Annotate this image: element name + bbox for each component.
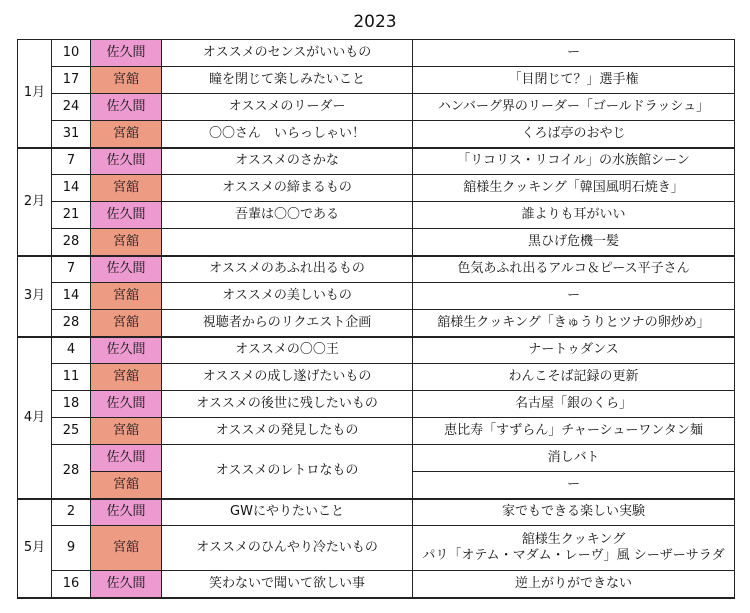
table-row bbox=[18, 391, 735, 418]
theme-cell: オススメのレトロなもの bbox=[162, 445, 413, 499]
host-cell: 佐久間 bbox=[91, 445, 162, 472]
day-cell: 7 bbox=[52, 148, 91, 175]
host-cell: 佐久間 bbox=[91, 391, 162, 418]
content-cell bbox=[413, 364, 735, 391]
table-row bbox=[18, 202, 735, 229]
content-line: 恵比寿「すずらん」チャーシューワンタン麺 bbox=[444, 423, 703, 438]
table-row bbox=[18, 418, 735, 445]
content-line: ナートゥダンス bbox=[528, 342, 619, 358]
table-row bbox=[18, 283, 735, 310]
content-line: 色気あふれ出るアルコ＆ピース平子さん bbox=[457, 261, 690, 277]
host-cell: 佐久間 bbox=[91, 40, 162, 67]
day-cell: 31 bbox=[52, 121, 91, 148]
host-cell: 佐久間 bbox=[91, 148, 162, 175]
day-cell: 17 bbox=[52, 67, 91, 94]
day-cell: 9 bbox=[52, 526, 91, 571]
content-cell bbox=[413, 310, 735, 337]
content-cell bbox=[413, 256, 735, 283]
theme-cell: 〇〇さん いらっしゃい！ bbox=[162, 121, 413, 148]
host-cell: 宮舘 bbox=[91, 229, 162, 256]
day-cell: 21 bbox=[52, 202, 91, 229]
content-cell bbox=[413, 526, 735, 571]
day-cell: 28 bbox=[52, 310, 91, 337]
content-cell bbox=[413, 40, 735, 67]
theme-cell: オススメの成し遂げたいもの bbox=[162, 364, 413, 391]
content-cell bbox=[413, 391, 735, 418]
content-cell bbox=[413, 148, 735, 175]
theme-cell: オススメの〇〇王 bbox=[162, 337, 413, 364]
schedule-body bbox=[18, 40, 735, 598]
host-cell: 宮舘 bbox=[91, 526, 162, 571]
theme-cell: オススメの締まるもの bbox=[162, 175, 413, 202]
table-row bbox=[18, 571, 735, 598]
theme-cell: 笑わないで聞いて欲しい事 bbox=[162, 571, 413, 598]
day-cell: 16 bbox=[52, 571, 91, 598]
theme-cell: オススメの後世に残したいもの bbox=[162, 391, 413, 418]
table-row bbox=[18, 175, 735, 202]
content-cell bbox=[413, 175, 735, 202]
host-cell: 佐久間 bbox=[91, 571, 162, 598]
theme-cell: 瞳を閉じて楽しみたいこと bbox=[162, 67, 413, 94]
content-line: 舘様生クッキング「きゅうりとツナの卵炒め」 bbox=[437, 314, 710, 330]
day-cell: 10 bbox=[52, 40, 91, 67]
table-row bbox=[18, 67, 735, 94]
theme-cell: オススメのひんやり冷たいもの bbox=[162, 526, 413, 571]
host-cell: 宮舘 bbox=[91, 472, 162, 499]
content-line: 舘様生クッキング「韓国風明石焼き」 bbox=[463, 180, 684, 195]
day-cell: 18 bbox=[52, 391, 91, 418]
theme-cell: GWにやりたいこと bbox=[162, 499, 413, 526]
content-line: 消しバト bbox=[547, 450, 600, 465]
table-row bbox=[18, 445, 735, 472]
day-cell: 11 bbox=[52, 364, 91, 391]
theme-cell: 視聴者からのリクエスト企画 bbox=[162, 310, 413, 337]
content-line: 黒ひげ危機一髪 bbox=[527, 233, 619, 249]
content-line: 名古屋「銀のくら」 bbox=[514, 396, 632, 411]
content-line: 「目閉じて？」選手権 bbox=[508, 72, 639, 87]
content-line: くろば亭のおやじ bbox=[521, 125, 626, 141]
host-cell: 佐久間 bbox=[91, 337, 162, 364]
content-cell bbox=[413, 94, 735, 121]
host-cell: 宮舘 bbox=[91, 67, 162, 94]
theme-cell: オススメのさかな bbox=[162, 148, 413, 175]
host-cell: 佐久間 bbox=[91, 202, 162, 229]
host-cell: 宮舘 bbox=[91, 283, 162, 310]
month-cell: 1月 bbox=[18, 40, 52, 148]
content-line: ー bbox=[566, 288, 580, 303]
host-cell: 宮舘 bbox=[91, 175, 162, 202]
content-line: 舘様生クッキング bbox=[521, 532, 626, 547]
month-cell: 2月 bbox=[18, 148, 52, 256]
month-cell: 3月 bbox=[18, 256, 52, 337]
theme-cell: オススメのリーダー bbox=[162, 94, 413, 121]
content-cell bbox=[413, 499, 735, 526]
table-row bbox=[18, 94, 735, 121]
theme-cell bbox=[162, 229, 413, 256]
day-cell: 28 bbox=[52, 445, 91, 499]
content-cell bbox=[413, 445, 735, 472]
content-line: 家でもできる楽しい実験 bbox=[501, 504, 645, 520]
table-row bbox=[18, 121, 735, 148]
table-row bbox=[18, 526, 735, 571]
month-cell: 5月 bbox=[18, 499, 52, 598]
content-line: ー bbox=[566, 45, 580, 60]
day-cell: 7 bbox=[52, 256, 91, 283]
table-row bbox=[18, 337, 735, 364]
schedule-table bbox=[17, 39, 735, 599]
content-line: パリ「オテム・マダム・レーヴ」風 シーザーサラダ bbox=[422, 548, 725, 563]
table-row bbox=[18, 364, 735, 391]
theme-cell: オススメの発見したもの bbox=[162, 418, 413, 445]
day-cell: 14 bbox=[52, 175, 91, 202]
theme-cell: オススメの美しいもの bbox=[162, 283, 413, 310]
content-line: 逆上がりができない bbox=[514, 575, 632, 591]
content-line: ハンバーグ界のリーダー「ゴールドラッシュ」 bbox=[437, 99, 710, 114]
content-cell bbox=[413, 121, 735, 148]
content-line: わんこそば記録の更新 bbox=[508, 369, 639, 384]
month-cell: 4月 bbox=[18, 337, 52, 499]
theme-cell: オススメのあふれ出るもの bbox=[162, 256, 413, 283]
content-cell bbox=[413, 67, 735, 94]
host-cell: 佐久間 bbox=[91, 256, 162, 283]
table-row bbox=[18, 148, 735, 175]
host-cell: 宮舘 bbox=[91, 418, 162, 445]
page-title: 2023 bbox=[353, 12, 397, 32]
table-row bbox=[18, 310, 735, 337]
content-cell bbox=[413, 229, 735, 256]
content-cell bbox=[413, 202, 735, 229]
theme-cell: 吾輩は〇〇である bbox=[162, 202, 413, 229]
host-cell: 宮舘 bbox=[91, 121, 162, 148]
table-row bbox=[18, 256, 735, 283]
content-cell bbox=[413, 337, 735, 364]
host-cell: 佐久間 bbox=[91, 94, 162, 121]
host-cell: 宮舘 bbox=[91, 364, 162, 391]
host-cell: 佐久間 bbox=[91, 499, 162, 526]
content-line: 「リコリス・リコイル」の水族館シーン bbox=[457, 153, 690, 169]
content-cell bbox=[413, 283, 735, 310]
day-cell: 14 bbox=[52, 283, 91, 310]
content-cell bbox=[413, 418, 735, 445]
table-row bbox=[18, 229, 735, 256]
day-cell: 24 bbox=[52, 94, 91, 121]
host-cell: 宮舘 bbox=[91, 310, 162, 337]
table-row bbox=[18, 499, 735, 526]
content-cell bbox=[413, 571, 735, 598]
day-cell: 4 bbox=[52, 337, 91, 364]
content-line: 誰よりも耳がいい bbox=[521, 207, 626, 222]
day-cell: 28 bbox=[52, 229, 91, 256]
content-cell: ー bbox=[413, 472, 735, 499]
table-row bbox=[18, 40, 735, 67]
theme-cell: オススメのセンスがいいもの bbox=[162, 40, 413, 67]
day-cell: 2 bbox=[52, 499, 91, 526]
day-cell: 25 bbox=[52, 418, 91, 445]
